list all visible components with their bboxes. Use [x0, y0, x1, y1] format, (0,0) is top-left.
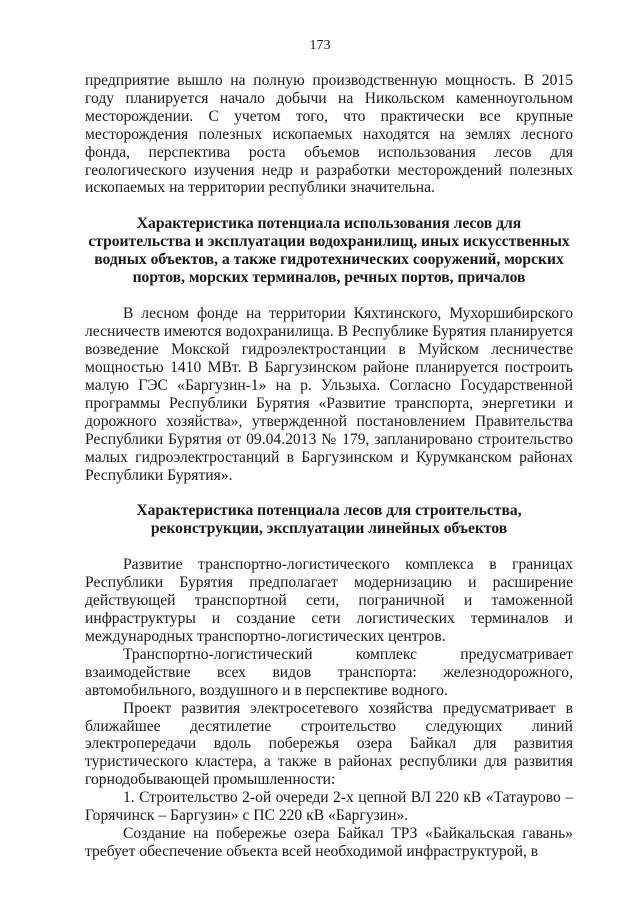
page-number: 173 — [309, 38, 331, 53]
section-1-paragraph: В лесном фонде на территории Кяхтинского, Мухоршибирского лесничеств имеются водохранилища. В Республике Бурятия планируется возведение Мокской гидроэлектростанции в Муйском лесничестве мощностью 1410 МВт. В Баргузинском районе планируется построить малую ГЭС «Баргузин-1» на р. Ульзыха. Согласно Государственной программы Республики Бурятия «Развитие транспорта, энергетики и дорожного хозяйства», утвержденной постановлением Правительства Республики Бурятия от 09.04.2013 № 179, запланировано строительство малых гидроэлектростанций в Баргузинском и Курумканском районах Республики Бурятия». — [85, 305, 573, 484]
section-2-heading: Характеристика потенциала лесов для строительства, реконструкции, эксплуатации линейных объектов — [136, 502, 522, 538]
section-2-list-item: 1. Строительство 2-ой очереди 2-х цепной ВЛ 220 кВ «Татаурово – Горячинск – Баргузин» с ПС 220 кВ «Баргузин». — [85, 789, 573, 825]
page-content — [85, 72, 573, 861]
section-2-paragraph: Создание на побережье озера Байкал ТРЗ «Байкальская гавань» требует обеспечение объекта всей необходимой инфраструктурой, в — [85, 825, 573, 860]
section-2-paragraph: Проект развития электросетевого хозяйства предусматривает в ближайшее десятилетие строительство следующих линий электропередачи вдоль побережья озера Байкал для развития туристического кластера, а также в районах республики для развития горнодобывающей промышленности: — [85, 699, 573, 789]
section-2-paragraph: Развитие транспортно-логистического комплекса в границах Республики Бурятия предполагает модернизацию и расширение действующей транспортной сети, пограничной и таможенной инфраструктуры и создание сети логистических терминалов и международных транспортно-логистических центров. — [85, 556, 573, 646]
intro-paragraph: предприятие вышло на полную производственную мощность. В 2015 году планируется начало добычи на Никольском каменноугольном месторождении. С учетом того, что практически все крупные месторождения полезных ископаемых находятся на землях лесного фонда, перспектива роста объемов использования лесов для геологического изучения недр и разработки месторождений полезных ископаемых на территории республики значительна. — [85, 72, 573, 197]
section-2-paragraph: Транспортно-логистический комплекс предусматривает взаимодействие всех видов транспорта: железнодорожного, автомобильного, воздушного и в перспективе водного. — [85, 645, 573, 699]
section-2-body — [85, 556, 573, 860]
section-1-heading: Характеристика потенциала использования лесов для строительства и эксплуатации водохранилищ, иных искусственных водных объектов, а также гидротехнических сооружений, морских портов, морских терминалов, речных портов, причалов — [88, 215, 570, 287]
